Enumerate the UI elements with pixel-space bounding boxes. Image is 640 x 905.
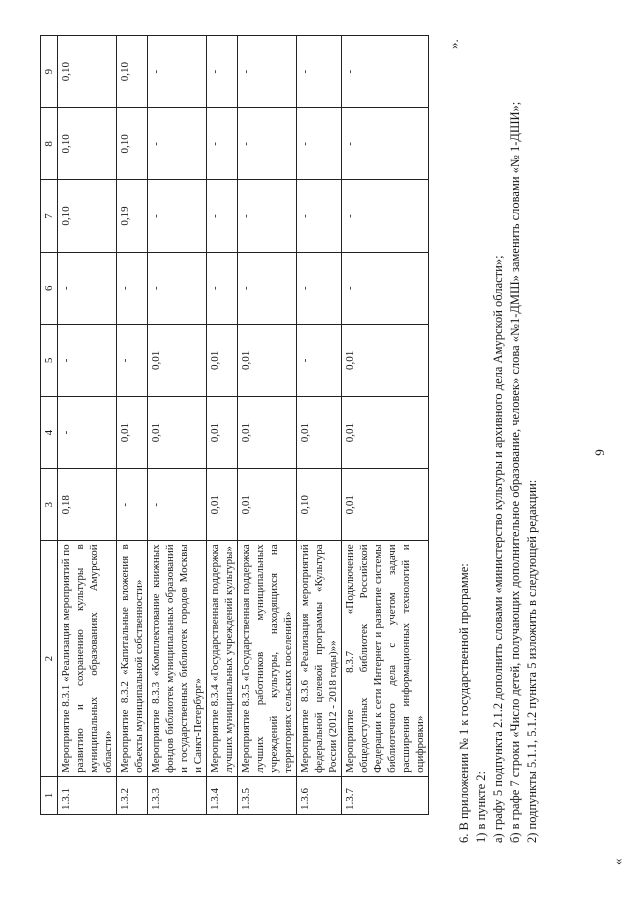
header-cell: 5 — [41, 324, 58, 396]
value-cell: - — [148, 252, 207, 324]
value-cell: - — [297, 324, 342, 396]
table-row — [117, 36, 148, 815]
row-number: 1.3.1 — [58, 776, 117, 814]
header-cell: 6 — [41, 252, 58, 324]
row-number: 1.3.7 — [342, 776, 429, 814]
value-cell: - — [148, 36, 207, 108]
program-indicators-table — [40, 35, 429, 815]
value-cell: - — [238, 252, 297, 324]
row-description: Мероприятие 8.3.1 «Реализация мероприятий по развитию и сохранению культуры в муниципальных образованиях Амурской области» — [58, 541, 117, 777]
row-description: Мероприятие 8.3.4 «Государственная поддержка лучших муниципальных учреждений культуры» — [207, 541, 238, 777]
row-number: 1.3.5 — [238, 776, 297, 814]
value-cell: 0,01 — [207, 396, 238, 468]
row-number: 1.3.2 — [117, 776, 148, 814]
header-cell: 7 — [41, 180, 58, 252]
value-cell: 0,18 — [58, 469, 117, 541]
value-cell: 0,01 — [117, 396, 148, 468]
value-cell: 0,01 — [148, 396, 207, 468]
paragraph: 2) подпункты 5.1.1, 5.1.2 пункта 5 изложить в следующей редакции: — [525, 479, 539, 843]
paragraph: 1) в пункте 2: — [474, 771, 488, 843]
value-cell: 0,01 — [297, 396, 342, 468]
value-cell: 0,01 — [342, 396, 429, 468]
header-cell: 9 — [41, 36, 58, 108]
table-row — [238, 36, 297, 815]
header-cell: 4 — [41, 396, 58, 468]
value-cell: 0,01 — [148, 324, 207, 396]
value-cell: - — [207, 180, 238, 252]
value-cell: - — [117, 252, 148, 324]
paragraph: 6. В приложении № 1 к государственной программе: — [457, 563, 471, 843]
value-cell: - — [148, 108, 207, 180]
value-cell: 0,10 — [297, 469, 342, 541]
row-description: Мероприятие 8.3.6 «Реализация мероприятий федеральной целевой программы «Культура России (2012 - 2018 годы)»» — [297, 541, 342, 777]
header-cell: 8 — [41, 108, 58, 180]
table-row — [342, 36, 429, 815]
value-cell: - — [148, 469, 207, 541]
value-cell: 0,10 — [58, 108, 117, 180]
value-cell: 0,01 — [238, 324, 297, 396]
closing-quote-mark: ». — [446, 39, 461, 49]
value-cell: - — [297, 252, 342, 324]
row-number: 1.3.6 — [297, 776, 342, 814]
value-cell: - — [207, 108, 238, 180]
amendment-text — [456, 25, 541, 865]
value-cell: 0,10 — [58, 180, 117, 252]
row-description: Мероприятие 8.3.5 «Государственная поддержка лучших работников муниципальных учреждений культуры, находящихся на территориях сельских поселений» — [238, 541, 297, 777]
value-cell: - — [117, 324, 148, 396]
value-cell: - — [238, 108, 297, 180]
table-row — [297, 36, 342, 815]
value-cell: 0,10 — [117, 36, 148, 108]
value-cell: - — [58, 324, 117, 396]
row-number: 1.3.4 — [207, 776, 238, 814]
paragraph: а) графу 5 подпункта 2.1.2 дополнить словами «министерство культуры и архивного дела Амурской области»; — [491, 255, 505, 843]
header-cell: 2 — [41, 541, 58, 777]
opening-quote-mark: « — [610, 858, 625, 865]
value-cell: - — [117, 469, 148, 541]
value-cell: - — [342, 36, 429, 108]
row-description: Мероприятие 8.3.3 «Комплектование книжных фондов библиотек муниципальных образований и государственных библиотек городов Москвы и Санкт-Петербург» — [148, 541, 207, 777]
value-cell: 0,10 — [117, 108, 148, 180]
value-cell: - — [207, 36, 238, 108]
page-number: 9 — [592, 449, 607, 456]
value-cell: - — [342, 252, 429, 324]
row-number: 1.3.3 — [148, 776, 207, 814]
table-row — [148, 36, 207, 815]
value-cell: - — [297, 180, 342, 252]
row-description: Мероприятие 8.3.7 «Подключение общедоступных библиотек Российской Федерации к сети Интернет и развитие системы библиотечного дела с учетом задачи расширения информационных технологий и оцифровки» — [342, 541, 429, 777]
header-cell: 3 — [41, 469, 58, 541]
value-cell: - — [207, 252, 238, 324]
paragraph: б) в графе 7 строки «Число детей, получающих дополнительное образование, человек» слова «№1-ДМШ» заменить словами «№ 1-ДШИ»; — [508, 101, 522, 843]
table-row — [58, 36, 117, 815]
value-cell: 0,01 — [207, 324, 238, 396]
value-cell: - — [58, 252, 117, 324]
row-description: Мероприятие 8.3.2 «Капитальные вложения в объекты муниципальной собственности» — [117, 541, 148, 777]
value-cell: - — [297, 36, 342, 108]
value-cell: 0,10 — [58, 36, 117, 108]
value-cell: - — [238, 180, 297, 252]
table-header-row — [41, 36, 58, 815]
value-cell: - — [342, 108, 429, 180]
value-cell: - — [58, 396, 117, 468]
value-cell: - — [238, 36, 297, 108]
value-cell: 0,01 — [207, 469, 238, 541]
value-cell: 0,01 — [342, 324, 429, 396]
value-cell: - — [342, 180, 429, 252]
value-cell: 0,19 — [117, 180, 148, 252]
value-cell: - — [297, 108, 342, 180]
value-cell: 0,01 — [342, 469, 429, 541]
value-cell: 0,01 — [238, 396, 297, 468]
header-cell: 1 — [41, 776, 58, 814]
value-cell: - — [148, 180, 207, 252]
value-cell: 0,01 — [238, 469, 297, 541]
table-row — [207, 36, 238, 815]
